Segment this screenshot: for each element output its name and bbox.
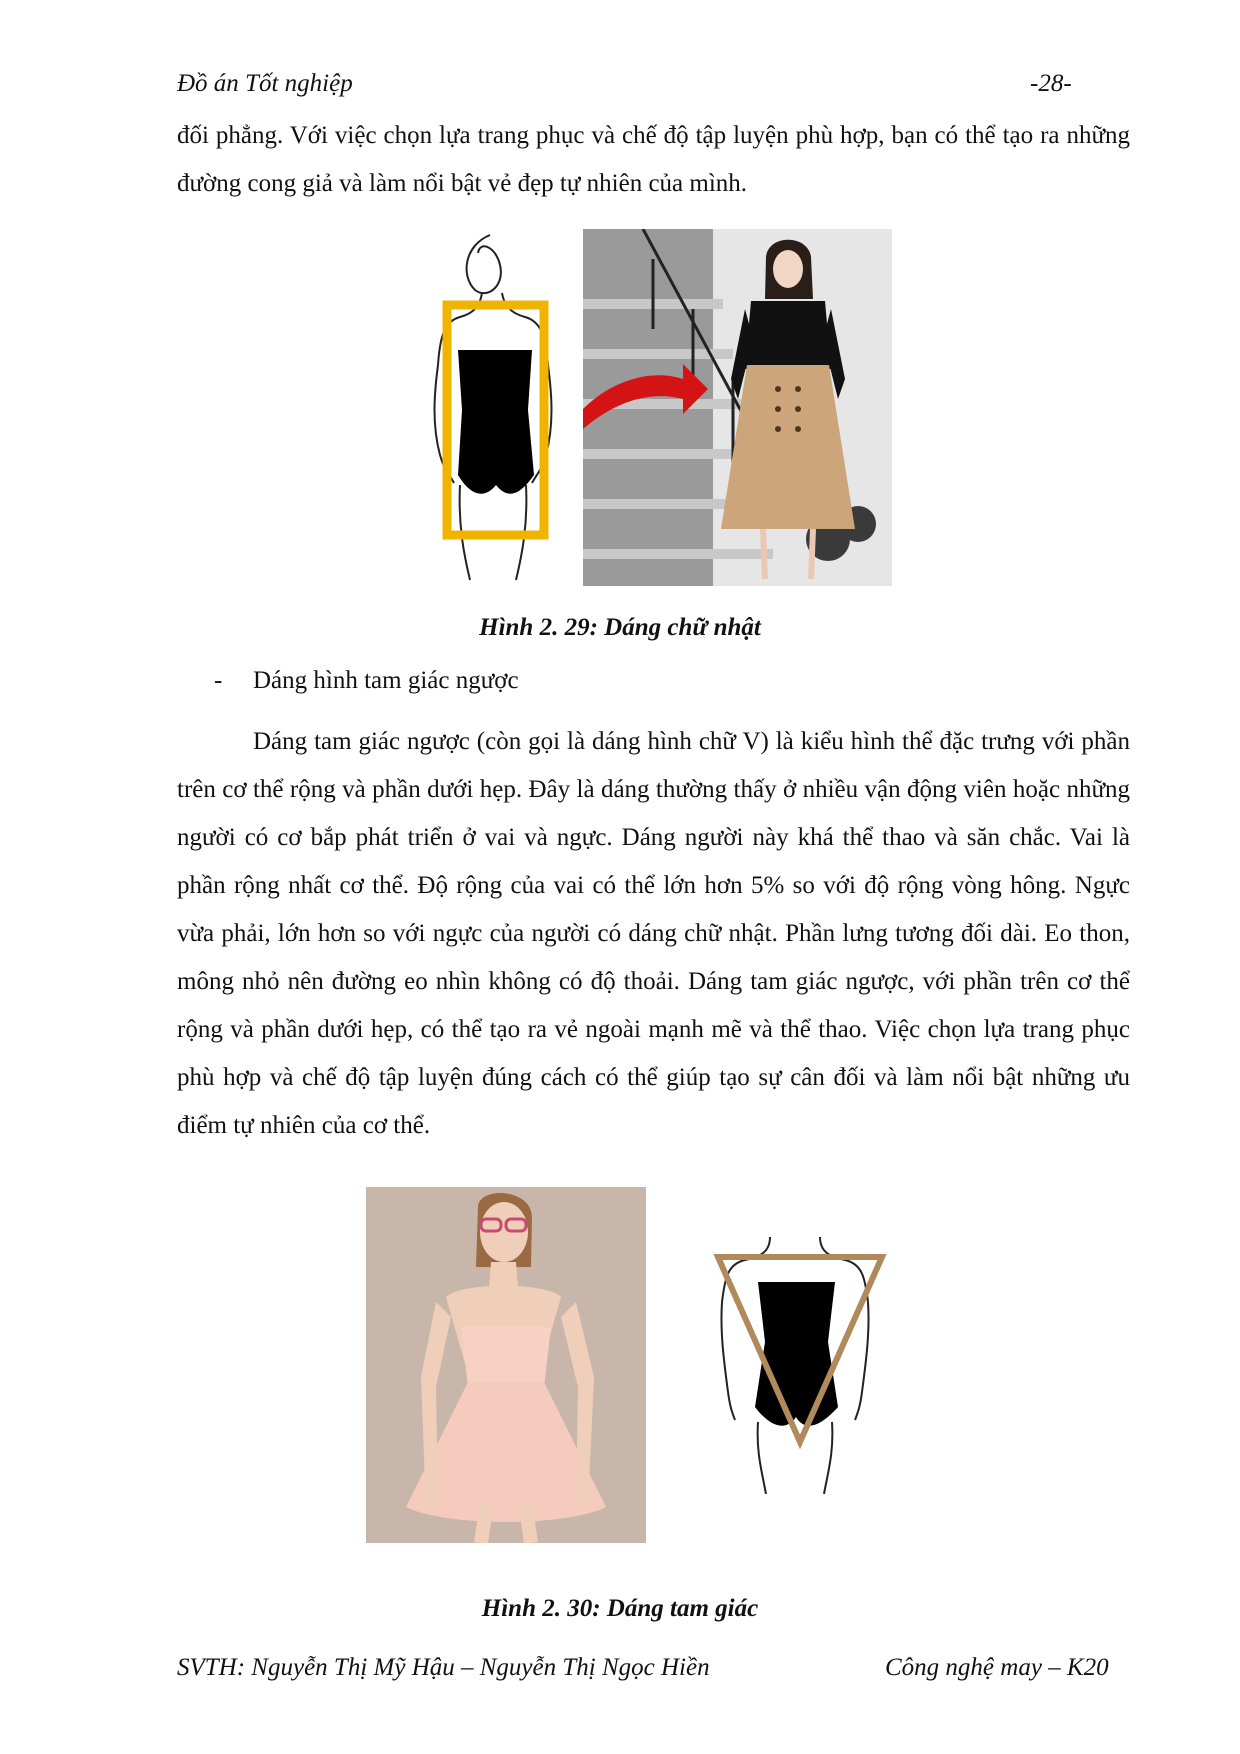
footer-course: Công nghệ may – K20 [885, 1654, 1109, 1681]
bullet-dash: - [214, 667, 223, 694]
body-paragraph: Dáng tam giác ngược (còn gọi là dáng hình chữ V) là kiểu hình thể đặc trưng với phần trên cơ thể rộng và phần dưới hẹp. Đây là dáng thường thấy ở nhiều vận động viên hoặc những người có cơ bắp phát triển ở vai và ngực. Dáng người này khá thể thao và săn chắc. Vai là phần rộng nhất cơ thể. Độ rộng của vai có thể lớn hơn 5% so với độ rộng vòng hông. Ngực vừa phải, lớn hơn so với ngực của người có dáng chữ nhật. Phần lưng tương đối dài. Eo thon, mông nhỏ nên đường eo nhìn không có độ thoải. Dáng tam giác ngược, với phần trên cơ thể rộng và phần dưới hẹp, có thể tạo ra vẻ ngoài mạnh mẽ và thể thao. Việc chọn lựa trang phục phù hợp và chế độ tập luyện đúng cách có thể giúp tạo sự cân đối và làm nổi bật những ưu điểm tự nhiên của cơ thể. [177, 728, 1130, 1139]
figure-1-caption: Hình 2. 29: Dáng chữ nhật [479, 614, 761, 641]
inverted-triangle-dress-photo [366, 1187, 646, 1543]
footer-authors: SVTH: Nguyễn Thị Mỹ Hậu – Nguyễn Thị Ngọc Hiền [177, 1654, 710, 1681]
bullet-item-inverted-triangle: Dáng hình tam giác ngược [253, 667, 519, 694]
intro-paragraph: đối phẳng. Với việc chọn lựa trang phục và chế độ tập luyện phù hợp, bạn có thể tạo ra những đường cong giả và làm nổi bật vẻ đẹp tự nhiên của mình. [177, 122, 1130, 197]
page-number: -28- [1030, 70, 1072, 97]
figure-2-caption: Hình 2. 30: Dáng tam giác [481, 1595, 759, 1622]
rectangle-body-sketch [420, 225, 580, 583]
document-header-title: Đồ án Tốt nghiệp [177, 70, 353, 97]
inverted-triangle-body-sketch [710, 1232, 890, 1494]
rectangle-outfit-photo [583, 229, 892, 586]
